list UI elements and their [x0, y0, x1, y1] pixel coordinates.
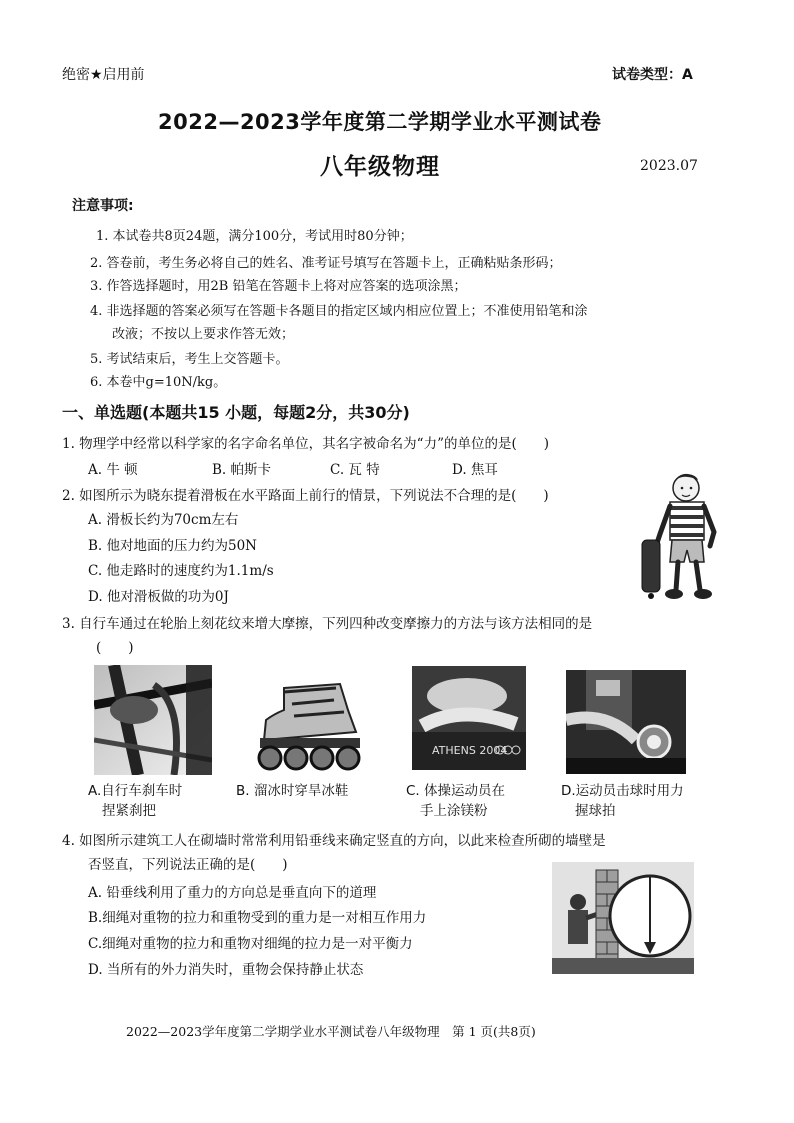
exam-title: 2022—2023学年度第二学期学业水平测试卷 — [158, 110, 602, 134]
notice-item: 4. 非选择题的答案必须写在答题卡各题目的指定区域内相应位置上；不准使用铅笔和涂 — [90, 304, 588, 319]
q4-option-a[interactable]: A. 铅垂线利用了重力的方向总是垂直向下的道理 — [88, 885, 377, 901]
notice-item: 改液；不按以上要求作答无效； — [112, 327, 295, 342]
subject-title: 八年级物理 — [320, 154, 440, 180]
q3-option-b-line1: B. 溜冰时穿旱冰鞋 — [236, 783, 349, 799]
q1-option-c[interactable]: C. 瓦 特 — [330, 462, 380, 478]
q3-option-d-line1: D.运动员击球时用力 — [561, 783, 684, 799]
table-tennis-photo — [566, 670, 686, 774]
section-title: 一、单选题(本题共15 小题，每题2分，共30分) — [62, 403, 410, 422]
notice-item: 2. 答卷前，考生务必将自己的姓名、准考证号填写在答题卡上，正确粘贴条形码； — [90, 256, 562, 271]
question-4-stem: 4. 如图所示建筑工人在砌墙时常常利用铅垂线来确定竖直的方向，以此来检查所砌的墙壁是 — [62, 833, 606, 849]
q3-option-a-line2: 捏紧刹把 — [102, 803, 156, 819]
q3-option-d-line2: 握球拍 — [575, 803, 616, 819]
q2-option-a[interactable]: A. 滑板长约为70cm左右 — [88, 512, 239, 528]
page-footer: 2022—2023学年度第二学期学业水平测试卷八年级物理 第 1 页(共8页) — [126, 1024, 536, 1039]
q3-option-c-line1: C. 体操运动员在 — [406, 783, 506, 799]
plumb-line-figure — [552, 862, 694, 974]
question-4-stem-cont: 否竖直，下列说法正确的是( ) — [88, 857, 288, 873]
bicycle-brake-photo — [94, 665, 212, 775]
q3-option-d[interactable] — [561, 781, 721, 821]
athens-2004-text: ATHENS 2004 — [432, 744, 508, 757]
q3-option-c-line2: 手上涂镁粉 — [420, 803, 488, 819]
q3-option-c[interactable] — [406, 781, 546, 821]
question-1-stem: 1. 物理学中经常以科学家的名字命名单位，其名字被命名为“力”的单位的是( ) — [62, 436, 550, 452]
gymnast-hands-photo — [412, 666, 526, 770]
q3-option-a[interactable] — [88, 781, 228, 821]
q4-option-b[interactable]: B.细绳对重物的拉力和重物受到的重力是一对相互作用力 — [88, 910, 427, 926]
exam-date: 2023.07 — [640, 158, 698, 174]
q2-option-c[interactable]: C. 他走路时的速度约为1.1m/s — [88, 563, 274, 579]
notice-item: 1. 本试卷共8页24题，满分100分，考试用时80分钟； — [96, 229, 413, 244]
notice-item: 3. 作答选择题时，用2B 铅笔在答题卡上将对应答案的选项涂黑； — [90, 279, 467, 294]
confidential-label: 绝密★启用前 — [62, 67, 145, 83]
q3-option-a-line1: A.自行车刹车时 — [88, 783, 183, 799]
q4-option-c[interactable]: C.细绳对重物的拉力和重物对细绳的拉力是一对平衡力 — [88, 936, 413, 952]
roller-skate-photo — [244, 680, 372, 772]
q2-option-b[interactable]: B. 他对地面的压力约为50N — [88, 538, 257, 554]
q1-option-b[interactable]: B. 帕斯卡 — [212, 462, 272, 478]
paper-type-label: 试卷类型：A — [612, 67, 693, 83]
q2-option-d[interactable]: D. 他对滑板做的功为0J — [88, 589, 229, 605]
q1-option-a[interactable]: A. 牛 顿 — [88, 462, 138, 478]
notice-title: 注意事项: — [72, 198, 134, 214]
notice-item: 5. 考试结束后，考生上交答题卡。 — [90, 352, 289, 367]
question-3-stem-cont: ( ) — [96, 640, 134, 656]
question-3-stem: 3. 自行车通过在轮胎上刻花纹来增大摩擦，下列四种改变摩擦力的方法与该方法相同的是 — [62, 616, 593, 632]
notice-item: 6. 本卷中g=10N/kg。 — [90, 375, 227, 390]
question-2-stem: 2. 如图所示为晓东提着滑板在水平路面上前行的情景，下列说法不合理的是( ) — [62, 488, 549, 504]
q3-option-b[interactable] — [236, 781, 386, 801]
q1-option-d[interactable]: D. 焦耳 — [452, 462, 498, 478]
boy-with-skateboard-figure — [640, 472, 722, 608]
q4-option-d[interactable]: D. 当所有的外力消失时，重物会保持静止状态 — [88, 962, 364, 978]
